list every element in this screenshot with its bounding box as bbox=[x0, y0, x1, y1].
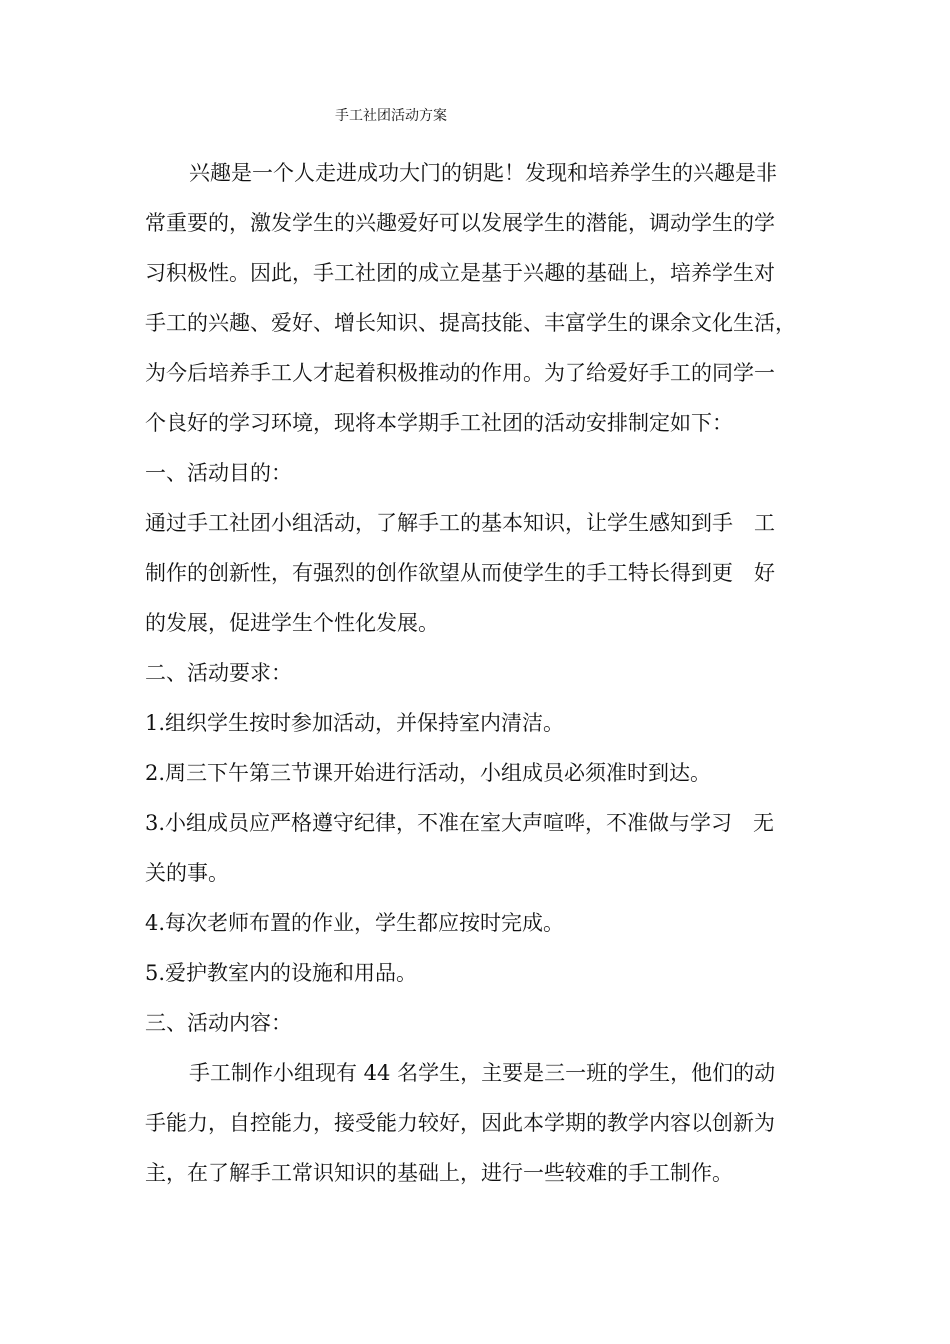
section-heading-content: 三、活动内容： bbox=[145, 1011, 292, 1035]
document-title: 手工社团活动方案 bbox=[335, 108, 447, 124]
list-item: 5.爱护教室内的设施和用品。 bbox=[145, 961, 418, 985]
paragraph-line: 为今后培养手工人才起着积极推动的作用。为了给爱好手工的同学一 bbox=[145, 361, 775, 385]
paragraph-line: 的发展，促进学生个性化发展。 bbox=[145, 611, 439, 635]
document-body bbox=[145, 148, 825, 1198]
paragraph-line: 个良好的学习环境，现将本学期手工社团的活动安排制定如下： bbox=[145, 411, 733, 435]
section-heading-purpose: 一、活动目的： bbox=[145, 461, 292, 485]
paragraph-line: 主，在了解手工常识知识的基础上，进行一些较难的手工制作。 bbox=[145, 1161, 733, 1185]
list-item: 3.小组成员应严格遵守纪律，不准在室大声喧哗，不准做与学习 无 bbox=[145, 811, 775, 835]
paragraph-line: 手工的兴趣、爱好、增长知识、提高技能、丰富学生的课余文化生活， bbox=[145, 311, 796, 335]
list-item: 2.周三下午第三节课开始进行活动，小组成员必须准时到达。 bbox=[145, 761, 712, 785]
paragraph-line: 习积极性。因此，手工社团的成立是基于兴趣的基础上，培养学生对 bbox=[145, 261, 775, 285]
section-heading-requirements: 二、活动要求： bbox=[145, 661, 292, 685]
paragraph-line: 手工制作小组现有 44 名学生，主要是三一班的学生，他们的动 bbox=[189, 1061, 776, 1085]
list-item: 4.每次老师布置的作业，学生都应按时完成。 bbox=[145, 911, 565, 935]
paragraph-line: 兴趣是一个人走进成功大门的钥匙！发现和培养学生的兴趣是非 bbox=[189, 161, 777, 185]
paragraph-line: 制作的创新性，有强烈的创作欲望从而使学生的手工特长得到更 好 bbox=[145, 561, 775, 585]
paragraph-line: 通过手工社团小组活动，了解手工的基本知识，让学生感知到手 工 bbox=[145, 511, 775, 535]
list-item-continuation: 关的事。 bbox=[145, 861, 229, 885]
paragraph-line: 常重要的，激发学生的兴趣爱好可以发展学生的潜能，调动学生的学 bbox=[145, 211, 775, 235]
list-item: 1.组织学生按时参加活动，并保持室内清洁。 bbox=[145, 711, 565, 735]
paragraph-line: 手能力，自控能力，接受能力较好，因此本学期的教学内容以创新为 bbox=[145, 1111, 775, 1135]
